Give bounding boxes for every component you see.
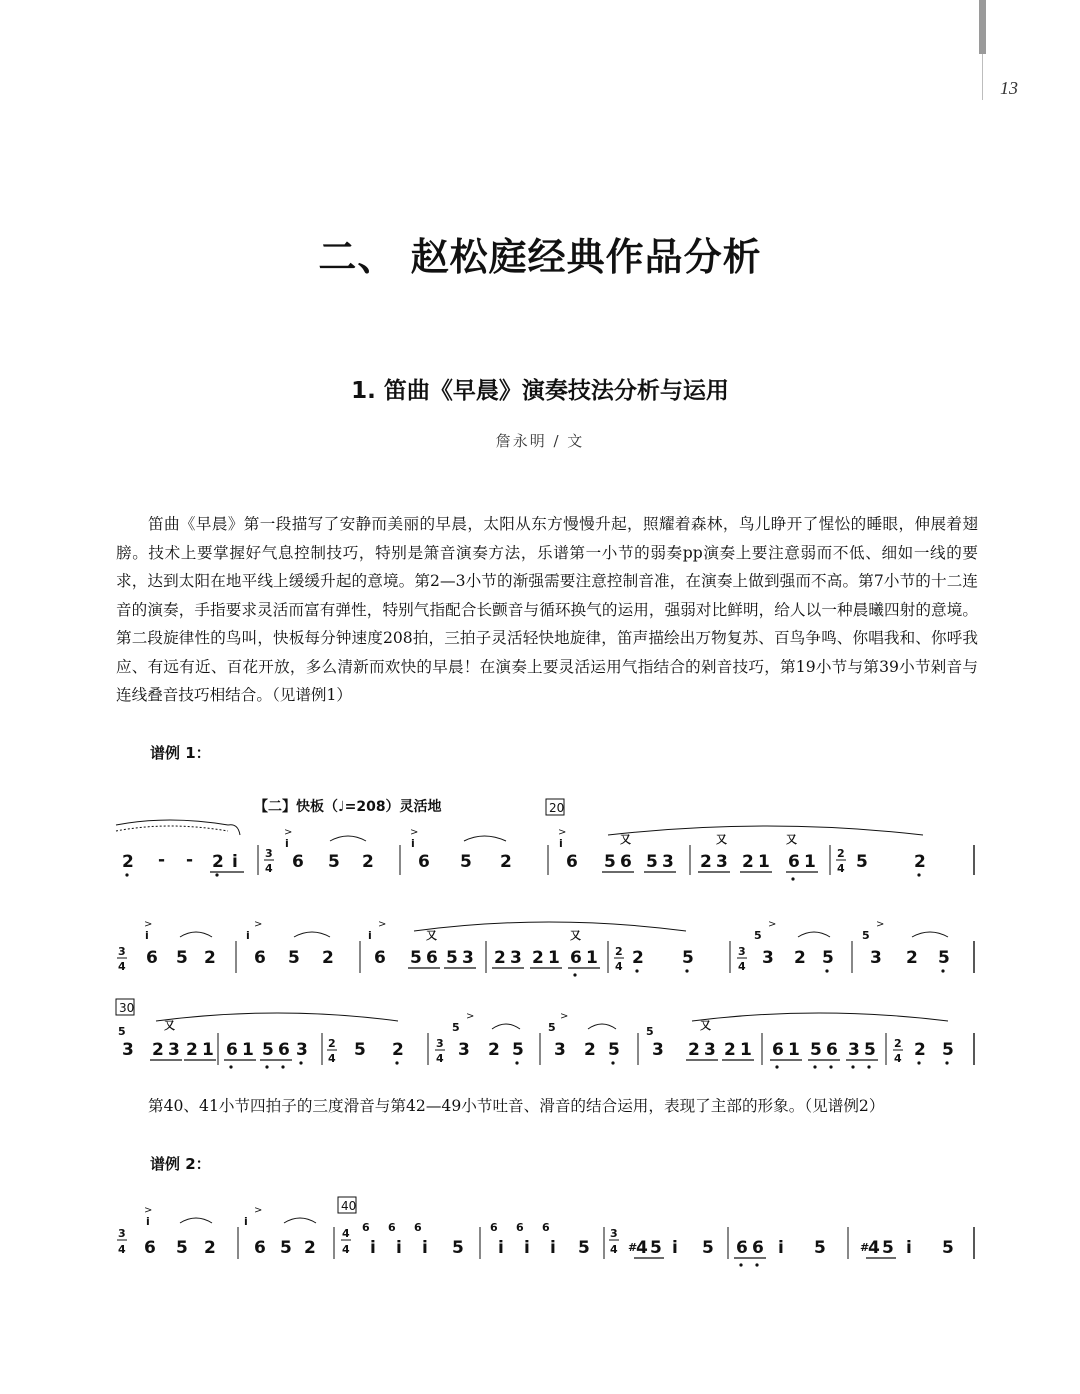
svg-text:2: 2 xyxy=(494,948,506,968)
svg-text:又: 又 xyxy=(620,833,631,846)
svg-text:2: 2 xyxy=(212,852,224,872)
svg-text:i: i xyxy=(285,837,289,850)
svg-text:3: 3 xyxy=(716,852,728,872)
svg-text:3: 3 xyxy=(652,1040,664,1060)
svg-text:5: 5 xyxy=(702,1238,714,1258)
svg-text:5: 5 xyxy=(410,948,422,968)
svg-text:3: 3 xyxy=(168,1040,180,1060)
svg-text:2: 2 xyxy=(122,852,134,872)
svg-text:i: i xyxy=(146,1215,150,1228)
score-row-1 xyxy=(116,820,974,881)
author-byline: 詹永明 / 文 xyxy=(495,432,585,450)
svg-text:5: 5 xyxy=(754,929,762,942)
svg-text:>: > xyxy=(254,919,263,930)
svg-text:又: 又 xyxy=(716,833,727,846)
svg-text:5: 5 xyxy=(446,948,458,968)
svg-text:1: 1 xyxy=(758,852,770,872)
svg-text:i: i xyxy=(550,1238,556,1258)
svg-text:5: 5 xyxy=(512,1040,524,1060)
svg-text:i: i xyxy=(246,929,250,942)
svg-text:6: 6 xyxy=(570,948,582,968)
svg-text:3: 3 xyxy=(762,948,774,968)
svg-text:4: 4 xyxy=(118,1243,126,1256)
example-1-label: 谱例 1： xyxy=(150,744,211,762)
svg-text:5: 5 xyxy=(354,1040,366,1060)
svg-text:2: 2 xyxy=(914,1040,926,1060)
page-edge-line xyxy=(982,54,983,100)
svg-text:2: 2 xyxy=(392,1040,404,1060)
svg-text:4: 4 xyxy=(636,1238,648,1258)
svg-text:>: > xyxy=(466,1011,475,1022)
svg-text:6: 6 xyxy=(144,1238,156,1258)
svg-text:6: 6 xyxy=(620,852,632,872)
svg-text:6: 6 xyxy=(278,1040,290,1060)
svg-text:5: 5 xyxy=(646,852,658,872)
svg-text:5: 5 xyxy=(452,1238,464,1258)
svg-text:i: i xyxy=(778,1238,784,1258)
svg-text:3: 3 xyxy=(458,1040,470,1060)
svg-text:6: 6 xyxy=(772,1040,784,1060)
svg-text:又: 又 xyxy=(164,1019,175,1032)
svg-text:2: 2 xyxy=(700,852,712,872)
svg-text:5: 5 xyxy=(942,1040,954,1060)
svg-text:3: 3 xyxy=(662,852,674,872)
svg-text:2: 2 xyxy=(488,1040,500,1060)
svg-text:i: i xyxy=(411,837,415,850)
svg-text:3: 3 xyxy=(436,1037,444,1050)
svg-text:5: 5 xyxy=(452,1021,460,1034)
svg-text:3: 3 xyxy=(870,948,882,968)
svg-text:-: - xyxy=(186,850,194,870)
svg-text:i: i xyxy=(145,929,149,942)
svg-text:3: 3 xyxy=(610,1227,618,1240)
svg-text:i: i xyxy=(422,1238,428,1258)
svg-text:>: > xyxy=(284,827,293,838)
svg-text:2: 2 xyxy=(742,852,754,872)
svg-text:5: 5 xyxy=(862,929,870,942)
svg-text:>: > xyxy=(876,919,885,930)
svg-text:i: i xyxy=(559,837,563,850)
svg-text:2: 2 xyxy=(204,948,216,968)
svg-text:6: 6 xyxy=(374,948,386,968)
svg-text:5: 5 xyxy=(938,948,950,968)
svg-text:i: i xyxy=(672,1238,678,1258)
svg-text:2: 2 xyxy=(906,948,918,968)
svg-text:4: 4 xyxy=(837,862,845,875)
svg-text:5: 5 xyxy=(650,1238,662,1258)
svg-text:6: 6 xyxy=(736,1238,748,1258)
svg-text:6: 6 xyxy=(490,1221,498,1234)
svg-text:又: 又 xyxy=(426,929,437,942)
svg-text:3: 3 xyxy=(118,945,126,958)
svg-text:>: > xyxy=(144,919,153,930)
svg-text:2: 2 xyxy=(328,1037,336,1050)
svg-text:5: 5 xyxy=(608,1040,620,1060)
svg-text:>: > xyxy=(768,919,777,930)
svg-text:#: # xyxy=(628,1241,638,1254)
svg-text:5: 5 xyxy=(810,1040,822,1060)
svg-text:6: 6 xyxy=(516,1221,524,1234)
svg-text:6: 6 xyxy=(254,1238,266,1258)
svg-text:2: 2 xyxy=(532,948,544,968)
svg-text:2: 2 xyxy=(500,852,512,872)
svg-text:2: 2 xyxy=(204,1238,216,1258)
svg-text:i: i xyxy=(244,1215,248,1228)
svg-text:又: 又 xyxy=(570,929,581,942)
svg-text:4: 4 xyxy=(342,1227,350,1240)
svg-text:5: 5 xyxy=(176,948,188,968)
svg-text:i: i xyxy=(368,929,372,942)
svg-text:i: i xyxy=(396,1238,402,1258)
svg-text:6: 6 xyxy=(146,948,158,968)
score-example-1 xyxy=(108,795,988,1085)
svg-text:5: 5 xyxy=(864,1040,876,1060)
svg-text:3: 3 xyxy=(462,948,474,968)
svg-text:又: 又 xyxy=(786,833,797,846)
svg-text:6: 6 xyxy=(426,948,438,968)
svg-text:6: 6 xyxy=(292,852,304,872)
svg-text:>: > xyxy=(378,919,387,930)
svg-text:>: > xyxy=(558,827,567,838)
svg-text:>: > xyxy=(410,827,419,838)
svg-text:i: i xyxy=(906,1238,912,1258)
svg-text:4: 4 xyxy=(436,1052,444,1065)
svg-text:2: 2 xyxy=(688,1040,700,1060)
svg-text:1: 1 xyxy=(586,948,598,968)
svg-text:5: 5 xyxy=(814,1238,826,1258)
svg-text:1: 1 xyxy=(804,852,816,872)
svg-text:3: 3 xyxy=(118,1227,126,1240)
svg-text:i: i xyxy=(232,852,238,872)
score-row-2 xyxy=(117,919,974,977)
svg-text:2: 2 xyxy=(304,1238,316,1258)
svg-text:3: 3 xyxy=(738,945,746,958)
svg-text:4: 4 xyxy=(328,1052,336,1065)
svg-text:6: 6 xyxy=(254,948,266,968)
svg-text:5: 5 xyxy=(262,1040,274,1060)
svg-text:5: 5 xyxy=(856,852,868,872)
svg-text:2: 2 xyxy=(724,1040,736,1060)
svg-text:5: 5 xyxy=(882,1238,894,1258)
svg-text:>: > xyxy=(144,1205,153,1216)
svg-text:3: 3 xyxy=(510,948,522,968)
svg-text:2: 2 xyxy=(914,852,926,872)
svg-text:6: 6 xyxy=(362,1221,370,1234)
page-number: 13 xyxy=(1000,78,1018,98)
page-edge-marker xyxy=(979,0,986,54)
svg-text:1: 1 xyxy=(242,1040,254,1060)
chapter-title: 二、 赵松庭经典作品分析 xyxy=(318,234,762,279)
svg-text:5: 5 xyxy=(176,1238,188,1258)
svg-text:5: 5 xyxy=(280,1238,292,1258)
svg-text:5: 5 xyxy=(682,948,694,968)
svg-text:6: 6 xyxy=(752,1238,764,1258)
svg-text:3: 3 xyxy=(554,1040,566,1060)
svg-text:1: 1 xyxy=(788,1040,800,1060)
measure-marker-30-label: 30 xyxy=(119,1001,135,1015)
svg-text:5: 5 xyxy=(578,1238,590,1258)
svg-text:5: 5 xyxy=(118,1025,126,1038)
svg-text:4: 4 xyxy=(610,1243,618,1256)
svg-text:3: 3 xyxy=(296,1040,308,1060)
tempo-marking: 【二】快板（♩=208）灵活地 xyxy=(254,799,442,815)
svg-text:6: 6 xyxy=(418,852,430,872)
score-row-3 xyxy=(118,1011,974,1069)
svg-text:5: 5 xyxy=(822,948,834,968)
svg-text:1: 1 xyxy=(202,1040,214,1060)
svg-text:3: 3 xyxy=(122,1040,134,1060)
svg-text:4: 4 xyxy=(342,1243,350,1256)
svg-text:又: 又 xyxy=(700,1019,711,1032)
body-paragraph-1: 笛曲《早晨》第一段描写了安静而美丽的早晨，太阳从东方慢慢升起，照耀着森林，鸟儿睁开了惺忪的睡眼，伸展着翅膀。技术上要掌握好气息控制技巧，特别是箫音演奏方法，乐谱第一小节的弱奏pp演奏上要注意弱而不低、细如一线的要求，达到太阳在地平线上缓缓升起的意境。第2—3小节的渐强需要注意控制音准，在演奏上做到强而不高。第7小节的十二连音的演奏，手指要求灵活而富有弹性，特别气指配合长颤音与循环换气的运用，强弱对比鲜明，给人以一种晨曦四射的意境。第二段旋律性的鸟叫，快板每分钟速度208拍，三拍子灵活轻快地旋律，笛声描绘出万物复苏、百鸟争鸣、你唱我和、你呼我应、有远有近、百花开放，多么清新而欢快的早晨！在演奏上要灵活运用气指结合的剁音技巧，第19小节与第39小节剁音与连线叠音技巧相结合。（见谱例1） xyxy=(116,515,978,704)
svg-text:i: i xyxy=(370,1238,376,1258)
svg-text:6: 6 xyxy=(226,1040,238,1060)
svg-text:2: 2 xyxy=(584,1040,596,1060)
body-paragraph-2: 第40、41小节四拍子的三度滑音与第42—49小节吐音、滑音的结合运用，表现了主部的形象。（见谱例2） xyxy=(148,1097,885,1115)
svg-text:2: 2 xyxy=(794,948,806,968)
svg-text:4: 4 xyxy=(868,1238,880,1258)
svg-text:5: 5 xyxy=(548,1021,556,1034)
svg-text:5: 5 xyxy=(288,948,300,968)
score-example-2-svg xyxy=(108,1195,988,1275)
svg-text:2: 2 xyxy=(186,1040,198,1060)
svg-text:>: > xyxy=(560,1011,569,1022)
svg-text:3: 3 xyxy=(848,1040,860,1060)
svg-text:6: 6 xyxy=(414,1221,422,1234)
svg-text:6: 6 xyxy=(388,1221,396,1234)
svg-text:6: 6 xyxy=(566,852,578,872)
svg-text:2: 2 xyxy=(152,1040,164,1060)
svg-text:3: 3 xyxy=(265,847,273,860)
measure-marker-20-label: 20 xyxy=(549,801,565,815)
svg-text:5: 5 xyxy=(646,1025,654,1038)
svg-text:5: 5 xyxy=(942,1238,954,1258)
score-example-2 xyxy=(108,1195,988,1275)
svg-text:6: 6 xyxy=(788,852,800,872)
svg-text:1: 1 xyxy=(548,948,560,968)
svg-text:4: 4 xyxy=(615,960,623,973)
svg-text:5: 5 xyxy=(604,852,616,872)
svg-text:2: 2 xyxy=(632,948,644,968)
svg-text:5: 5 xyxy=(328,852,340,872)
svg-text:-: - xyxy=(158,850,166,870)
svg-text:i: i xyxy=(524,1238,530,1258)
svg-text:4: 4 xyxy=(738,960,746,973)
section-title: 1. 笛曲《早晨》演奏技法分析与运用 xyxy=(351,378,729,404)
svg-text:4: 4 xyxy=(894,1052,902,1065)
svg-text:>: > xyxy=(254,1205,263,1216)
svg-text:6: 6 xyxy=(826,1040,838,1060)
score-example-1-svg xyxy=(108,795,988,1085)
svg-text:6: 6 xyxy=(542,1221,550,1234)
svg-text:5: 5 xyxy=(460,852,472,872)
svg-text:4: 4 xyxy=(118,960,126,973)
svg-text:i: i xyxy=(498,1238,504,1258)
measure-marker-40-label: 40 xyxy=(341,1199,357,1213)
svg-text:2: 2 xyxy=(894,1037,902,1050)
score-row-4 xyxy=(117,1205,974,1267)
svg-text:2: 2 xyxy=(615,945,623,958)
svg-text:2: 2 xyxy=(837,847,845,860)
svg-text:2: 2 xyxy=(362,852,374,872)
svg-text:#: # xyxy=(860,1241,870,1254)
example-2-label: 谱例 2： xyxy=(150,1155,211,1173)
svg-text:1: 1 xyxy=(740,1040,752,1060)
svg-text:2: 2 xyxy=(322,948,334,968)
svg-text:3: 3 xyxy=(704,1040,716,1060)
svg-text:4: 4 xyxy=(265,862,273,875)
